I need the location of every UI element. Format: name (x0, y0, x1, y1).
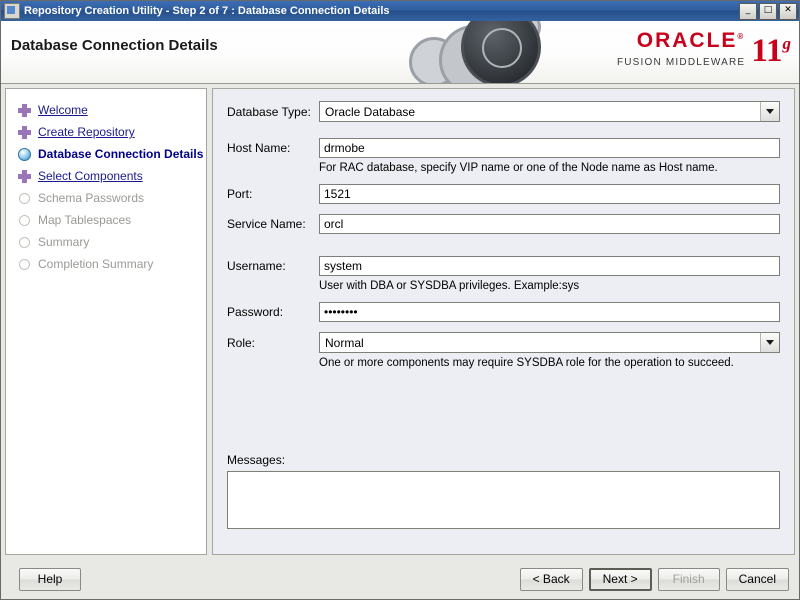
port-input[interactable] (319, 184, 780, 204)
step-label: Completion Summary (38, 257, 154, 271)
sidebar-item-map-tablespaces[interactable] (6, 209, 206, 231)
password-row (227, 302, 780, 322)
database-type-value: Oracle Database (325, 104, 416, 119)
step-done-icon (18, 126, 31, 139)
service-name-input[interactable] (319, 214, 780, 234)
content-area (1, 84, 799, 559)
chevron-down-icon[interactable] (760, 333, 779, 352)
database-type-row (227, 101, 780, 122)
wizard-footer (1, 559, 799, 599)
form-panel (212, 88, 795, 555)
step-label: Create Repository (38, 125, 135, 139)
messages-box (227, 471, 780, 529)
sidebar-item-completion-summary[interactable] (6, 253, 206, 275)
step-pending-icon (19, 237, 30, 248)
step-label: Database Connection Details (38, 147, 204, 161)
fusion-middleware-label: FUSION MIDDLEWARE (616, 57, 746, 68)
step-pending-icon (19, 215, 30, 226)
oracle-wordmark: ORACLE® (636, 29, 746, 52)
navigation-buttons (520, 568, 789, 591)
username-row (227, 256, 780, 276)
brand-area (617, 29, 791, 68)
gear-dark-icon (461, 21, 541, 84)
page-title: Database Connection Details (11, 37, 218, 54)
next-button[interactable]: Next > (589, 568, 652, 591)
service-name-row (227, 214, 780, 234)
page-banner (1, 21, 799, 84)
step-label: Select Components (38, 169, 143, 183)
sidebar-item-summary[interactable] (6, 231, 206, 253)
window-title: Repository Creation Utility - Step 2 of 7 : Database Connection Details (24, 5, 390, 17)
password-label: Password: (227, 305, 284, 319)
wizard-step-list (5, 88, 207, 555)
step-pending-icon (19, 259, 30, 270)
username-label: Username: (227, 259, 286, 273)
title-bar (1, 1, 799, 21)
sidebar-item-database-connection-details[interactable] (6, 143, 206, 165)
sidebar-item-schema-passwords[interactable] (6, 187, 206, 209)
application-icon (4, 3, 20, 19)
port-label: Port: (227, 187, 253, 201)
step-done-icon (18, 104, 31, 117)
help-button[interactable]: Help (19, 568, 81, 591)
back-button[interactable]: < Back (520, 568, 583, 591)
service-name-label: Service Name: (227, 217, 306, 231)
database-type-label: Database Type: (227, 104, 311, 119)
registered-mark: ® (737, 32, 746, 41)
window-controls (739, 3, 797, 20)
step-current-icon (18, 148, 31, 161)
role-value: Normal (325, 335, 364, 350)
step-label: Schema Passwords (38, 191, 145, 205)
role-select[interactable] (319, 332, 780, 353)
cancel-button[interactable]: Cancel (726, 568, 789, 591)
host-name-input[interactable] (319, 138, 780, 158)
step-label: Map Tablespaces (38, 213, 132, 227)
step-label: Summary (38, 235, 90, 249)
role-row (227, 332, 780, 353)
sidebar-item-create-repository[interactable] (6, 121, 206, 143)
host-name-row (227, 138, 780, 158)
finish-button: Finish (658, 568, 720, 591)
password-input[interactable] (319, 302, 780, 322)
step-label: Welcome (38, 103, 88, 117)
step-pending-icon (19, 193, 30, 204)
role-label: Role: (227, 335, 256, 350)
port-row (227, 184, 780, 204)
username-input[interactable] (319, 256, 780, 276)
close-button[interactable]: ✕ (779, 3, 797, 20)
maximize-button[interactable]: □ (759, 3, 777, 20)
version-badge: 11$^g$ (751, 33, 791, 69)
sidebar-item-welcome[interactable] (6, 99, 206, 121)
sidebar-item-select-components[interactable] (6, 165, 206, 187)
messages-label: Messages: (227, 453, 286, 467)
host-name-label: Host Name: (227, 141, 291, 155)
database-type-select[interactable] (319, 101, 780, 122)
chevron-down-icon[interactable] (760, 102, 779, 121)
step-done-icon (18, 170, 31, 183)
minimize-button[interactable]: _ (739, 3, 757, 20)
username-hint: User with DBA or SYSDBA privileges. Example:sys (319, 280, 580, 292)
host-name-hint: For RAC database, specify VIP name or one of the Node name as Host name. (319, 162, 718, 174)
gears-graphic (409, 21, 589, 84)
role-hint: One or more components may require SYSDBA role for the operation to succeed. (319, 357, 734, 369)
